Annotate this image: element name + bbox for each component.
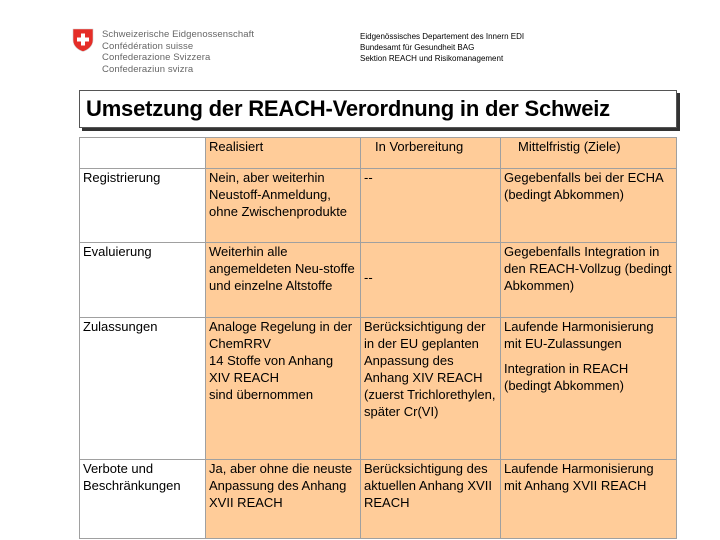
section-line: Sektion REACH und Risikomanagement — [360, 54, 504, 63]
realisiert-line: Analoge Regelung in der ChemRRV — [209, 319, 353, 351]
cell-realisiert: Nein, aber weiterhin Neustoff-Anmeldung, ohne Zwischenprodukte — [206, 169, 361, 243]
confederation-line-rm: Confederaziun svizra — [102, 63, 194, 75]
cell-ziele — [501, 318, 677, 460]
confederation-name — [102, 29, 254, 75]
cell-vorbereitung: -- — [361, 243, 501, 318]
realisiert-line: sind übernommen — [209, 387, 314, 402]
header-empty-cell — [80, 138, 206, 169]
confederation-line-fr: Confédération suisse — [102, 40, 194, 52]
row-label-zulassungen: Zulassungen — [80, 318, 206, 460]
cell-ziele: Laufende Harmonisierung mit Anhang XVII REACH — [501, 460, 677, 539]
row-label-registrierung: Registrierung — [80, 169, 206, 243]
table-row — [80, 460, 677, 539]
cell-realisiert: Weiterhin alle angemeldeten Neu-stoffe und einzelne Altstoffe — [206, 243, 361, 318]
realisiert-line: 14 Stoffe von Anhang XIV REACH — [209, 353, 334, 385]
confederation-line-it: Confederazione Svizzera — [102, 52, 211, 63]
ziele-condition: (bedingt Abkommen) — [504, 378, 624, 393]
table-row — [80, 318, 677, 460]
swiss-coat-of-arms-icon — [72, 28, 94, 52]
cell-ziele — [501, 169, 677, 243]
slide-title-box — [79, 90, 677, 128]
confederation-line-de: Schweizerische Eidgenossenschaft — [102, 29, 255, 40]
row-label-verbote: Verbote und Beschränkungen — [80, 460, 206, 539]
cell-realisiert — [206, 318, 361, 460]
ziele-text: Integration in REACH — [504, 361, 629, 376]
cell-realisiert: Ja, aber ohne die neuste Anpassung des Anhang XVII REACH — [206, 460, 361, 539]
header-mittelfristig: Mittelfristig (Ziele) — [501, 138, 677, 169]
header-realisiert: Realisiert — [206, 138, 361, 169]
cell-vorbereitung: Berücksichtigung der in der EU geplanten Anpassung des Anhang XIV REACH (zuerst Trichlorethylen, später Cr(VI) — [361, 318, 501, 460]
department-info — [360, 31, 524, 64]
cell-ziele: Gegebenfalls Integration in den REACH-Vollzug (bedingt Abkommen) — [501, 243, 677, 318]
table-row — [80, 169, 677, 243]
reach-implementation-table — [79, 137, 677, 539]
ziele-text: Gegebenfalls bei der ECHA — [504, 170, 664, 185]
cell-vorbereitung: Berücksichtigung des aktuellen Anhang XVII REACH — [361, 460, 501, 539]
slide-title: Umsetzung der REACH-Verordnung in der Schweiz — [86, 96, 610, 121]
ziele-text: Laufende Harmonisierung mit EU-Zulassungen — [504, 319, 654, 351]
table-row — [80, 243, 677, 318]
department-line: Eidgenössisches Departement des Innern EDI — [360, 32, 525, 41]
table-header-row — [80, 138, 677, 169]
ziele-condition: (bedingt Abkommen) — [504, 187, 624, 202]
header-in-vorbereitung: In Vorbereitung — [361, 138, 501, 169]
cell-vorbereitung: -- — [361, 169, 501, 243]
row-label-evaluierung: Evaluierung — [80, 243, 206, 318]
office-line: Bundesamt für Gesundheit BAG — [360, 43, 475, 52]
